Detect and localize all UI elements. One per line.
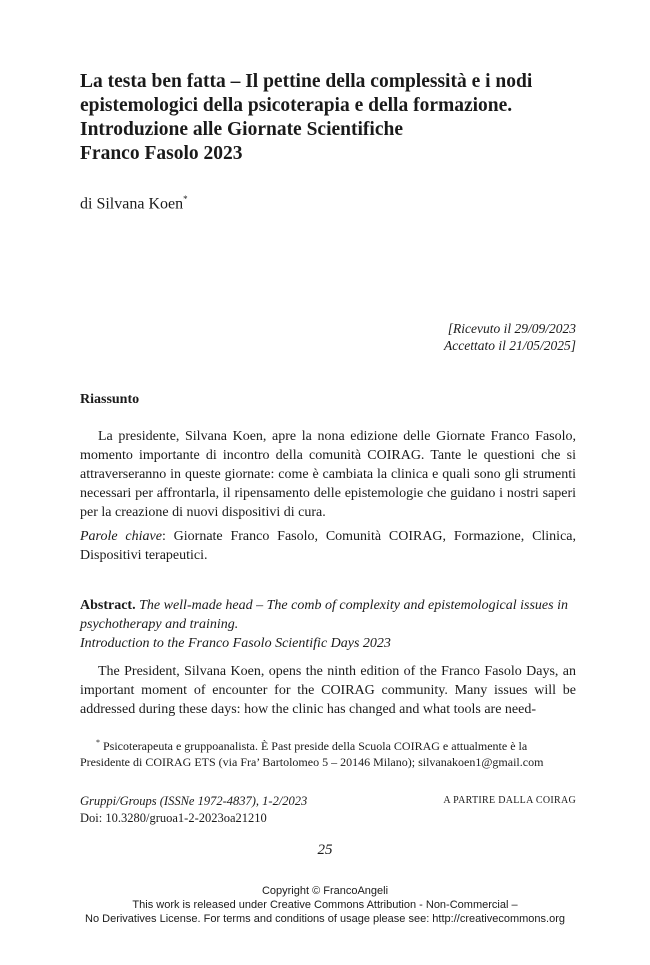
license-line: This work is released under Creative Commons Attribution - Non-Commercial –	[132, 899, 518, 911]
received-date: [Ricevuto il 29/09/2023	[447, 321, 576, 336]
title-line: Franco Fasolo 2023	[80, 143, 243, 164]
abstract-title-en: The well-made head – The comb of complexity and epistemological issues in psychotherapy and training.	[80, 598, 568, 632]
riassunto-heading: Riassunto	[80, 392, 140, 407]
title-line: Introduzione alle Giornate Scientifiche	[80, 119, 403, 140]
title-line: epistemologici della psicoterapia e della formazione.	[80, 95, 513, 116]
title-line: La testa ben fatta – Il pettine della complessità e i nodi	[80, 71, 533, 92]
footnote-mark: *	[96, 738, 100, 747]
abstract-body: The President, Silvana Koen, opens the ninth edition of the Franco Fasolo Days, an important moment of encounter for the COIRAG community. Many issues will be addressed during these days: how the clinic has changed and what tools are need-	[80, 664, 576, 717]
doi[interactable]: Doi: 10.3280/gruoa1-2-2023oa21210	[80, 811, 267, 825]
license-url-line[interactable]: No Derivatives License. For terms and conditions of usage please see: http://creativecommons.org	[85, 913, 565, 925]
keywords	[80, 527, 576, 565]
keywords-label: Parole chiave	[80, 529, 162, 544]
abstract-title-en-line2: Introduction to the Franco Fasolo Scientific Days 2023	[80, 636, 391, 651]
section-tag: A PARTIRE DALLA COIRAG	[443, 795, 576, 806]
copyright-line: Copyright © FrancoAngeli	[261, 885, 389, 897]
abstract-label: Abstract.	[80, 598, 136, 613]
article-title	[80, 70, 590, 166]
riassunto-body: La presidente, Silvana Koen, apre la nona edizione delle Giornate Franco Fasolo, momento importante di incontro della comunità COIRAG. Tante le questioni che si attraverseranno in queste giornate: come è cambiata la clinica e quali sono gli strumenti necessari per affrontarla, il ripensamento delle epistemologie che guidano i nostri saperi per la creazione di nuovi dispositivi di cura.	[80, 429, 576, 520]
journal-info	[80, 793, 307, 827]
author-footnote-mark[interactable]: *	[183, 194, 188, 204]
submission-dates	[444, 320, 576, 354]
footnote	[80, 735, 580, 770]
abstract-title-block	[80, 596, 576, 653]
page-number: 25	[317, 842, 333, 858]
author-name: di Silvana Koen	[80, 195, 184, 213]
footnote-text: Psicoterapeuta e gruppoanalista. È Past preside della Scuola COIRAG e attualmente è la Presidente di COIRAG ETS (via Fra’ Bartolomeo 5 – 20146 Milano); silvanakoen1@gmail.com	[80, 739, 544, 769]
keywords-list: : Giornate Franco Fasolo, Comunità COIRAG, Formazione, Clinica, Dispositivi terapeutici.	[80, 529, 576, 563]
license-notice	[0, 884, 650, 926]
accepted-date: Accettato il 21/05/2025]	[444, 338, 576, 353]
journal-citation: Gruppi/Groups (ISSNe 1972-4837), 1-2/2023	[80, 794, 308, 808]
author-line	[80, 194, 188, 213]
